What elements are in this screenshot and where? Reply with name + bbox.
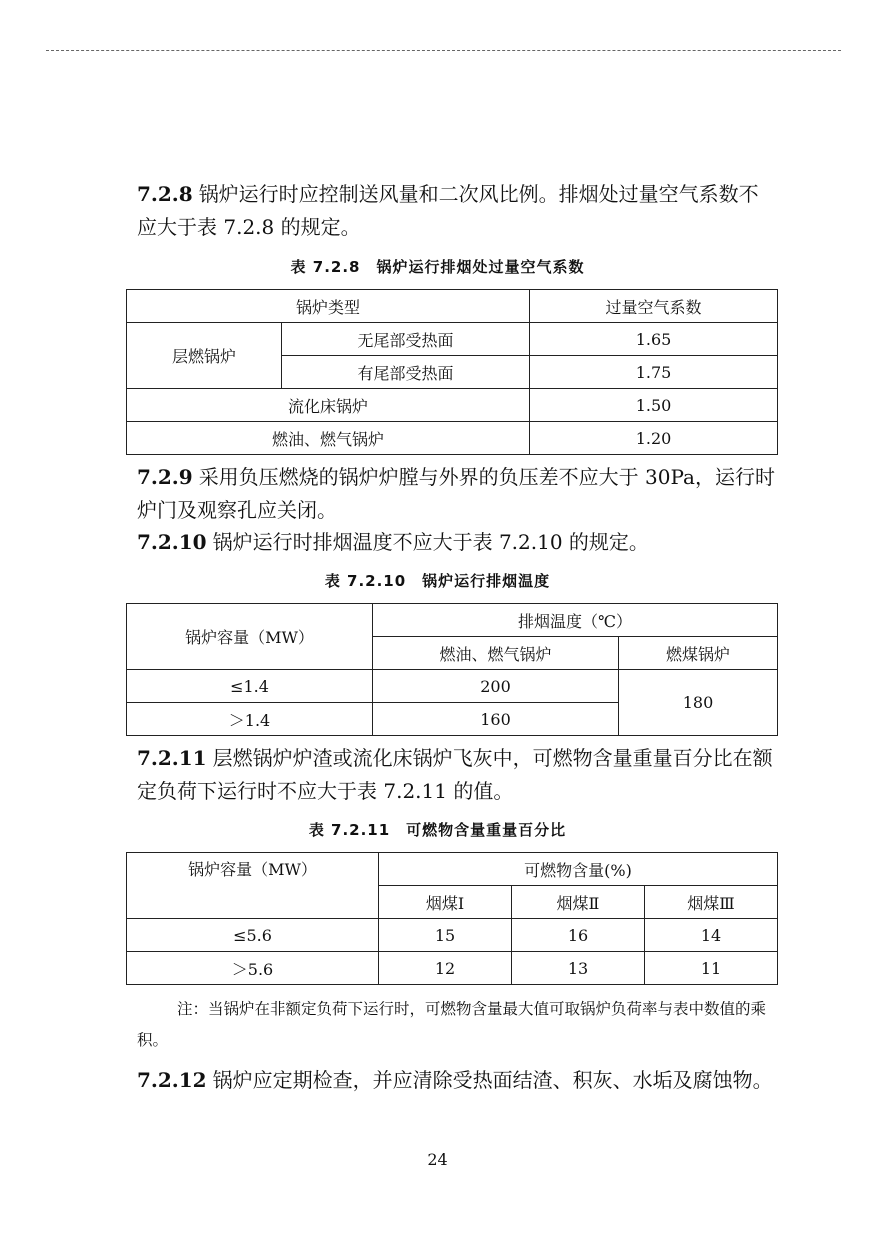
section-text: 层燃锅炉炉渣或流化床锅炉飞灰中，可燃物含量重量百分比在额定负荷下运行时不应大于表 7.2.11 的值。 xyxy=(137,746,773,803)
table-note: 注：当锅炉在非额定负荷下运行时，可燃物含量最大值可取锅炉负荷率与表中数值的乘积。 xyxy=(137,1000,767,1049)
cell-oil-gas: 200 xyxy=(373,670,619,703)
section-number: 7.2.9 xyxy=(137,465,193,489)
table-header-row xyxy=(127,853,778,886)
table-7-2-8 xyxy=(126,289,778,455)
table-7-2-11-caption: 表 7.2.11 可燃物含量重量百分比 xyxy=(308,821,567,839)
cell-value: 1.50 xyxy=(530,389,778,422)
table-7-2-11 xyxy=(126,852,778,985)
cell-group: 层燃锅炉 xyxy=(127,323,282,389)
cell-value: 1.20 xyxy=(530,422,778,455)
header-boiler-type: 锅炉类型 xyxy=(127,290,530,323)
table-7-2-10 xyxy=(126,603,778,736)
section-7-2-12 xyxy=(137,1064,777,1097)
table-header-row xyxy=(127,604,778,637)
cell-capacity: ≤1.4 xyxy=(127,670,373,703)
cell-coal-1: 15 xyxy=(379,919,512,952)
header-oil-gas: 燃油、燃气锅炉 xyxy=(373,637,619,670)
section-text: 采用负压燃烧的锅炉炉膛与外界的负压差不应大于 30Pa，运行时炉门及观察孔应关闭。 xyxy=(137,465,775,522)
header-combustible: 可燃物含量(%) xyxy=(379,853,778,886)
section-7-2-10 xyxy=(137,526,777,559)
header-capacity: 锅炉容量（MW） xyxy=(127,853,379,919)
cell-value: 1.75 xyxy=(530,356,778,389)
table-row xyxy=(127,323,778,356)
header-coal: 燃煤锅炉 xyxy=(619,637,778,670)
table-7-2-10-caption: 表 7.2.10 锅炉运行排烟温度 xyxy=(324,572,551,590)
header-flue-temp: 排烟温度（℃） xyxy=(373,604,778,637)
cell-capacity: ＞5.6 xyxy=(127,952,379,985)
table-row xyxy=(127,389,778,422)
cell-coal-2: 13 xyxy=(512,952,645,985)
table-row xyxy=(127,952,778,985)
section-number: 7.2.11 xyxy=(137,746,207,770)
page-number: 24 xyxy=(427,1150,448,1169)
cell-sub: 无尾部受热面 xyxy=(282,323,530,356)
cell-coal: 180 xyxy=(619,670,778,736)
section-7-2-8 xyxy=(137,178,777,244)
cell-coal-1: 12 xyxy=(379,952,512,985)
cell-value: 1.65 xyxy=(530,323,778,356)
table-7-2-8-caption: 表 7.2.8 锅炉运行排烟处过量空气系数 xyxy=(290,258,585,276)
section-number: 7.2.10 xyxy=(137,530,207,554)
cell-type: 流化床锅炉 xyxy=(127,389,530,422)
cell-type: 燃油、燃气锅炉 xyxy=(127,422,530,455)
section-number: 7.2.12 xyxy=(137,1068,207,1092)
table-row xyxy=(127,422,778,455)
cell-capacity: ＞1.4 xyxy=(127,703,373,736)
header-rule xyxy=(46,50,841,51)
table-row xyxy=(127,919,778,952)
cell-capacity: ≤5.6 xyxy=(127,919,379,952)
cell-coal-3: 11 xyxy=(645,952,778,985)
section-text: 锅炉运行时应控制送风量和二次风比例。排烟处过量空气系数不应大于表 7.2.8 的规定。 xyxy=(137,182,759,239)
section-number: 7.2.8 xyxy=(137,182,193,206)
section-text: 锅炉运行时排烟温度不应大于表 7.2.10 的规定。 xyxy=(212,530,649,554)
cell-oil-gas: 160 xyxy=(373,703,619,736)
header-excess-air: 过量空气系数 xyxy=(530,290,778,323)
table-row xyxy=(127,670,778,703)
table-header-row xyxy=(127,290,778,323)
header-capacity: 锅炉容量（MW） xyxy=(127,604,373,670)
cell-sub: 有尾部受热面 xyxy=(282,356,530,389)
section-7-2-11 xyxy=(137,742,777,808)
header-coal-1: 烟煤Ⅰ xyxy=(379,886,512,919)
header-coal-3: 烟煤Ⅲ xyxy=(645,886,778,919)
cell-coal-2: 16 xyxy=(512,919,645,952)
header-coal-2: 烟煤Ⅱ xyxy=(512,886,645,919)
section-text: 锅炉应定期检查，并应清除受热面结渣、积灰、水垢及腐蚀物。 xyxy=(212,1068,773,1092)
cell-coal-3: 14 xyxy=(645,919,778,952)
section-7-2-9 xyxy=(137,461,777,527)
